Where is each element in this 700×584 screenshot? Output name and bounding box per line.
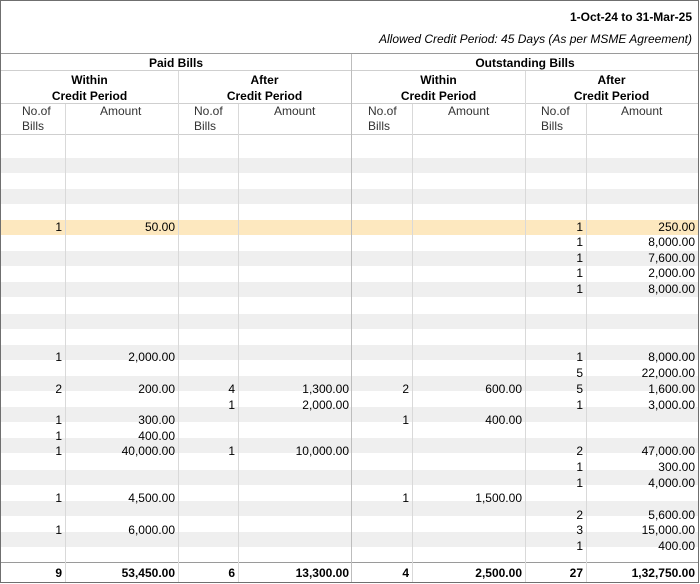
outstanding-within-header xyxy=(352,72,525,104)
outstanding-after-amount-cell[interactable]: 4,000.00 xyxy=(648,476,695,490)
credit-period-label: Credit Period xyxy=(226,89,303,103)
divider xyxy=(1,134,698,135)
total-outstanding-within-amount: 2,500.00 xyxy=(475,566,522,580)
outstanding-after-amount-cell[interactable]: 47,000.00 xyxy=(641,444,695,458)
row-stripe xyxy=(1,314,698,329)
column-divider xyxy=(238,104,239,582)
after-label: After xyxy=(597,73,626,87)
paid-within-bills-cell[interactable]: 1 xyxy=(55,220,62,234)
col-header-amount: Amount xyxy=(448,104,490,118)
outstanding-after-bills-cell[interactable]: 1 xyxy=(576,476,583,490)
outstanding-after-bills-cell[interactable]: 2 xyxy=(576,508,583,522)
report-period: 1-Oct-24 to 31-Mar-25 xyxy=(569,10,692,24)
col-header-text: No.of xyxy=(541,104,570,118)
outstanding-after-amount-cell[interactable]: 300.00 xyxy=(658,460,695,474)
paid-after-amount-cell[interactable]: 1,300.00 xyxy=(302,382,349,396)
totals-divider xyxy=(1,562,698,563)
total-paid-within-bills: 9 xyxy=(55,566,62,580)
outstanding-after-header xyxy=(525,72,698,104)
column-divider xyxy=(178,71,179,582)
outstanding-after-amount-cell[interactable]: 250.00 xyxy=(658,220,695,234)
paid-within-bills-cell[interactable]: 1 xyxy=(55,413,62,427)
row-stripe xyxy=(1,189,698,204)
outstanding-after-bills-cell[interactable]: 1 xyxy=(576,235,583,249)
col-header-bills xyxy=(541,104,570,134)
outstanding-after-bills-cell[interactable]: 1 xyxy=(576,539,583,553)
total-paid-within-amount: 53,450.00 xyxy=(121,566,175,580)
outstanding-after-amount-cell[interactable]: 3,000.00 xyxy=(648,398,695,412)
col-header-bills xyxy=(194,104,223,134)
total-paid-after-amount: 13,300.00 xyxy=(295,566,349,580)
outstanding-after-bills-cell[interactable]: 1 xyxy=(576,460,583,474)
paid-after-bills-cell[interactable]: 1 xyxy=(228,398,235,412)
paid-within-amount-cell[interactable]: 6,000.00 xyxy=(128,523,175,537)
outstanding-after-amount-cell[interactable]: 8,000.00 xyxy=(648,235,695,249)
outstanding-after-bills-cell[interactable]: 2 xyxy=(576,444,583,458)
outstanding-after-bills-cell[interactable]: 1 xyxy=(576,350,583,364)
paid-within-bills-cell[interactable]: 1 xyxy=(55,429,62,443)
outstanding-after-bills-cell[interactable]: 1 xyxy=(576,282,583,296)
within-label: Within xyxy=(71,73,108,87)
paid-within-amount-cell[interactable]: 400.00 xyxy=(138,429,175,443)
outstanding-after-bills-cell[interactable]: 1 xyxy=(576,266,583,280)
group-paid-bills: Paid Bills xyxy=(148,56,204,70)
col-header-text: Bills xyxy=(22,119,45,133)
column-divider xyxy=(412,104,413,582)
outstanding-after-bills-cell[interactable]: 3 xyxy=(576,523,583,537)
total-outstanding-after-bills: 27 xyxy=(569,566,583,580)
paid-within-bills-cell[interactable]: 2 xyxy=(55,382,62,396)
paid-within-bills-cell[interactable]: 1 xyxy=(55,491,62,505)
col-header-amount: Amount xyxy=(100,104,142,118)
paid-after-bills-cell[interactable]: 1 xyxy=(228,444,235,458)
col-header-amount: Amount xyxy=(621,104,663,118)
row-stripe xyxy=(1,158,698,173)
paid-within-amount-cell[interactable]: 50.00 xyxy=(144,220,175,234)
outstanding-after-bills-cell[interactable]: 5 xyxy=(576,366,583,380)
col-header-bills xyxy=(368,104,397,134)
outstanding-after-amount-cell[interactable]: 400.00 xyxy=(658,539,695,553)
outstanding-within-bills-cell[interactable]: 2 xyxy=(402,382,409,396)
column-divider xyxy=(65,104,66,582)
paid-after-amount-cell[interactable]: 10,000.00 xyxy=(295,444,349,458)
outstanding-after-amount-cell[interactable]: 15,000.00 xyxy=(641,523,695,537)
group-outstanding-bills: Outstanding Bills xyxy=(475,56,575,70)
total-outstanding-after-amount: 1,32,750.00 xyxy=(631,566,695,580)
outstanding-after-bills-cell[interactable]: 1 xyxy=(576,220,583,234)
paid-within-amount-cell[interactable]: 2,000.00 xyxy=(128,350,175,364)
col-header-text: No.of xyxy=(22,104,51,118)
paid-within-amount-cell[interactable]: 300.00 xyxy=(138,413,175,427)
paid-within-bills-cell[interactable]: 1 xyxy=(55,444,62,458)
outstanding-after-amount-cell[interactable]: 8,000.00 xyxy=(648,282,695,296)
paid-within-bills-cell[interactable]: 1 xyxy=(55,350,62,364)
paid-after-header xyxy=(178,72,351,104)
outstanding-within-amount-cell[interactable]: 400.00 xyxy=(485,413,522,427)
paid-within-amount-cell[interactable]: 40,000.00 xyxy=(121,444,175,458)
paid-within-amount-cell[interactable]: 4,500.00 xyxy=(128,491,175,505)
outstanding-within-amount-cell[interactable]: 1,500.00 xyxy=(475,491,522,505)
outstanding-after-amount-cell[interactable]: 22,000.00 xyxy=(641,366,695,380)
outstanding-after-amount-cell[interactable]: 2,000.00 xyxy=(648,266,695,280)
paid-after-bills-cell[interactable]: 4 xyxy=(228,382,235,396)
outstanding-after-bills-cell[interactable]: 1 xyxy=(576,251,583,265)
credit-period-note: Allowed Credit Period: 45 Days (As per MSME Agreement) xyxy=(378,32,692,46)
after-label: After xyxy=(250,73,279,87)
outstanding-within-bills-cell[interactable]: 1 xyxy=(402,413,409,427)
outstanding-after-bills-cell[interactable]: 1 xyxy=(576,398,583,412)
group-divider xyxy=(351,54,352,582)
credit-period-label: Credit Period xyxy=(573,89,650,103)
col-header-text: Bills xyxy=(368,119,391,133)
col-header-text: Bills xyxy=(194,119,217,133)
column-divider xyxy=(586,104,587,582)
credit-period-label: Credit Period xyxy=(400,89,477,103)
outstanding-within-amount-cell[interactable]: 600.00 xyxy=(485,382,522,396)
paid-within-bills-cell[interactable]: 1 xyxy=(55,523,62,537)
col-header-text: No.of xyxy=(194,104,223,118)
outstanding-after-amount-cell[interactable]: 8,000.00 xyxy=(648,350,695,364)
divider xyxy=(1,53,698,54)
within-label: Within xyxy=(420,73,457,87)
col-header-text: Bills xyxy=(541,119,564,133)
total-outstanding-within-bills: 4 xyxy=(402,566,409,580)
paid-within-amount-cell[interactable]: 200.00 xyxy=(138,382,175,396)
total-paid-after-bills: 6 xyxy=(228,566,235,580)
col-header-text: No.of xyxy=(368,104,397,118)
column-divider xyxy=(525,71,526,582)
outstanding-after-amount-cell[interactable]: 1,600.00 xyxy=(648,382,695,396)
credit-period-label: Credit Period xyxy=(51,89,128,103)
col-header-bills xyxy=(22,104,51,134)
outstanding-after-amount-cell[interactable]: 7,600.00 xyxy=(648,251,695,265)
outstanding-after-amount-cell[interactable]: 5,600.00 xyxy=(648,508,695,522)
paid-after-amount-cell[interactable]: 2,000.00 xyxy=(302,398,349,412)
col-header-amount: Amount xyxy=(274,104,316,118)
paid-within-header xyxy=(1,72,178,104)
outstanding-after-bills-cell[interactable]: 5 xyxy=(576,382,583,396)
outstanding-within-bills-cell[interactable]: 1 xyxy=(402,491,409,505)
